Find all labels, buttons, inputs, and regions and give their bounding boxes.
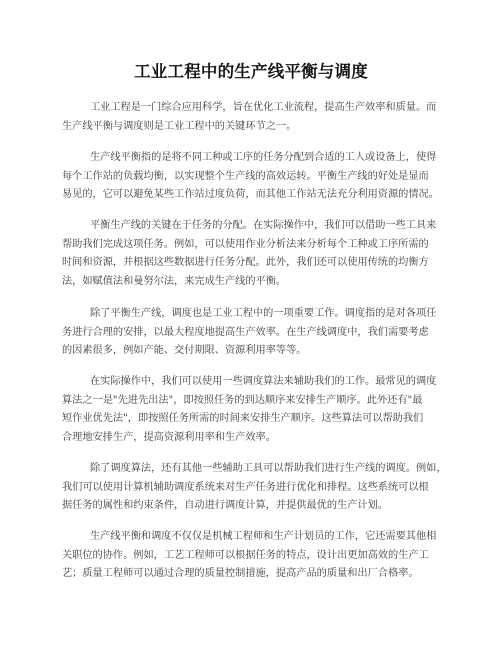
paragraph-line: 关职位的协作。例如，工艺工程师可以根据任务的特点，设计出更加高效的生产工: [62, 549, 429, 561]
paragraph-line: 除了平衡生产线，调度也是工业工程中的一项重要工作。调度指的是对各项任: [90, 308, 437, 319]
paragraph-line: 时间和资源，并根据这些数据进行任务分配。此外，我们还可以使用传统的均衡方: [62, 257, 429, 268]
paragraph-line: 每个工作站的负载均衡，以实现整个生产线的高效运转。平衡生产线的好处是显而: [62, 170, 429, 182]
paragraph-line-balance-definition: [62, 149, 442, 205]
paragraph-line: 生产线平衡和调度不仅仅是机械工程师和生产计划员的工作，它还需要其他相: [90, 531, 437, 542]
paragraph-line: 法，如赋值法和曼努尔法，来完成生产线的平衡。: [62, 275, 287, 287]
paragraph-task-allocation: [62, 217, 442, 291]
paragraph-intro: [62, 99, 442, 136]
paragraph-line: 生产线平衡指的是将不同工种或工序的任务分配到合适的工人或设备上，使得: [90, 152, 437, 163]
paragraph-line: 务进行合理的安排，以最大程度地提高生产效率。在生产线调度中，我们需要考虑: [62, 326, 429, 338]
paragraph-line: 工业工程是一门综合应用科学，旨在优化工业流程，提高生产效率和质量。而: [90, 102, 437, 113]
paragraph-line: 易见的，它可以避免某些工作站过度负荷，而其他工作站无法充分利用资源的情况。: [62, 189, 439, 200]
paragraph-line: 算法之一是"先进先出法"，即按照任务的到达顺序来安排生产顺序。此外还有"最: [62, 394, 423, 406]
paragraph-line: 我们可以使用计算机辅助调度系统来对生产任务进行优化和排程。这些系统可以根: [62, 481, 429, 493]
paragraph-line: 生产线平衡与调度则是工业工程中的关键环节之一。: [62, 120, 297, 132]
paragraph-line: 据任务的属性和约束条件，自动进行调度计算，并提供最优的生产计划。: [62, 500, 388, 511]
paragraph-line: 艺；质量工程师可以通过合理的质量控制措施，提高产品的质量和出厂合格率。: [62, 568, 419, 579]
paragraph-line: 合理地安排生产，提高资源利用率和生产效率。: [62, 431, 276, 443]
paragraph-line: 除了调度算法，还有其他一些辅助工具可以帮助我们进行生产线的调度。例如，: [90, 463, 447, 474]
paragraph-auxiliary-tools: [62, 460, 447, 516]
paragraph-line: 短作业优先法"，即按照任务所需的时间来安排生产顺序。这些算法可以帮助我们: [62, 413, 424, 424]
paragraph-collaboration: [62, 528, 442, 584]
paragraph-scheduling-algorithms: [62, 373, 442, 447]
paragraph-line: 在实际操作中，我们可以使用一些调度算法来辅助我们的工作。最常见的调度: [90, 376, 437, 387]
paragraph-line: 帮助我们完成这项任务。例如，可以使用作业分析法来分析每个工种或工序所需的: [62, 238, 429, 250]
document-title: 工业工程中的生产线平衡与调度: [134, 62, 368, 81]
paragraph-line: 的因素很多，例如产能、交付期限、资源利用率等等。: [62, 345, 307, 356]
paragraph-scheduling: [62, 305, 442, 361]
paragraph-line: 平衡生产线的关键在于任务的分配。在实际操作中，我们可以借助一些工具来: [90, 220, 437, 231]
